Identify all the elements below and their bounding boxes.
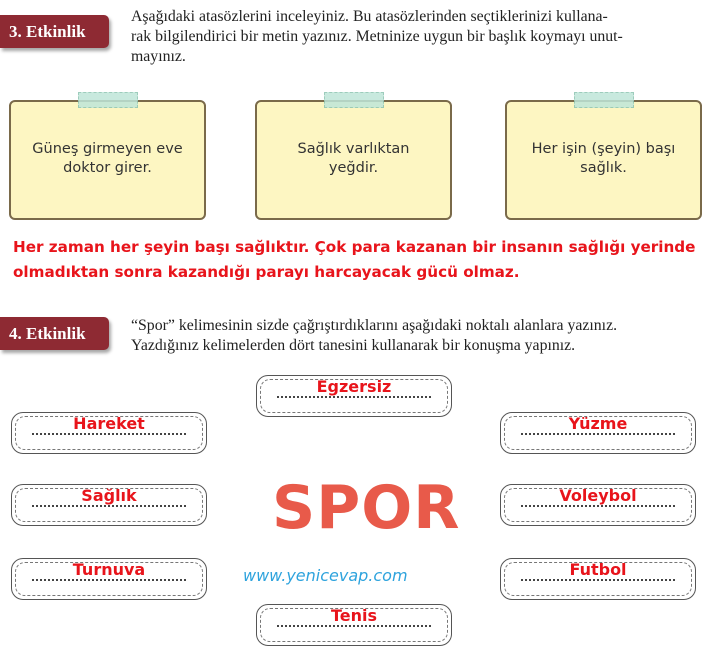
dotted-line [277, 396, 431, 398]
word-box-right-1[interactable] [500, 412, 696, 454]
word-box-top[interactable] [256, 375, 452, 417]
watermark: www.yenicevap.com [243, 566, 408, 585]
proverb-line: yeğdir. [328, 160, 379, 176]
dotted-line [521, 433, 675, 435]
dotted-line [521, 579, 675, 581]
proverb-line: sağlık. [580, 160, 627, 176]
proverb-note-3 [505, 100, 702, 220]
activity-4-badge: 4. Etkinlik [0, 317, 109, 350]
proverb-line: doktor girer. [63, 160, 152, 176]
dotted-line [277, 625, 431, 627]
answer-line: Her zaman her şeyin başı sağlıktır. Çok para kazanan bir insanın sağlığı yerinde [13, 238, 696, 256]
activity-3-instructions [131, 7, 706, 67]
activity-3-badge: 3. Etkinlik [0, 15, 109, 48]
proverb-line: Güneş girmeyen eve [32, 141, 183, 157]
instruction-line: mayınız. [131, 48, 186, 65]
proverb-line: Sağlık varlıktan [297, 141, 410, 157]
activity-4-instructions [131, 316, 706, 356]
proverb-note-1 [9, 100, 206, 220]
tape-decoration [574, 92, 634, 108]
word-box-left-1[interactable] [11, 412, 207, 454]
word-voleybol: Voleybol [559, 486, 637, 505]
word-turnuva: Turnuva [72, 560, 146, 579]
dotted-line [32, 433, 186, 435]
word-saglik: Sağlık [81, 486, 137, 505]
instruction-line: “Spor” kelimesinin sizde çağrıştırdıklarını aşağıdaki noktalı alanlara yazınız. [131, 317, 618, 334]
word-yuzme: Yüzme [568, 414, 628, 433]
spor-title: SPOR [272, 473, 461, 543]
word-box-left-3[interactable] [11, 558, 207, 600]
word-tenis: Tenis [330, 606, 378, 625]
activity-3-answer [13, 235, 703, 285]
word-futbol: Futbol [569, 560, 627, 579]
dotted-line [32, 579, 186, 581]
word-hareket: Hareket [73, 414, 145, 433]
dotted-line [32, 505, 186, 507]
word-box-right-3[interactable] [500, 558, 696, 600]
proverb-line: Her işin (şeyin) başı [531, 141, 676, 157]
proverb-note-2 [255, 100, 452, 220]
proverb-text [257, 140, 450, 178]
word-box-bottom[interactable] [256, 604, 452, 646]
instruction-line: rak bilgilendirici bir metin yazınız. Metninize uygun bir başlık koymayı unut- [131, 28, 623, 45]
tape-decoration [78, 92, 138, 108]
word-box-right-2[interactable] [500, 484, 696, 526]
proverb-text [11, 140, 204, 178]
instruction-line: Yazdığınız kelimelerden dört tanesini kullanarak bir konuşma yapınız. [131, 337, 576, 354]
word-egzersiz: Egzersiz [316, 377, 392, 396]
answer-line: olmadıktan sonra kazandığı parayı harcayacak gücü olmaz. [13, 263, 520, 281]
instruction-line: Aşağıdaki atasözlerini inceleyiniz. Bu atasözlerinden seçtiklerinizi kullana- [131, 8, 608, 25]
dotted-line [521, 505, 675, 507]
word-box-left-2[interactable] [11, 484, 207, 526]
proverb-text [507, 140, 700, 178]
tape-decoration [324, 92, 384, 108]
